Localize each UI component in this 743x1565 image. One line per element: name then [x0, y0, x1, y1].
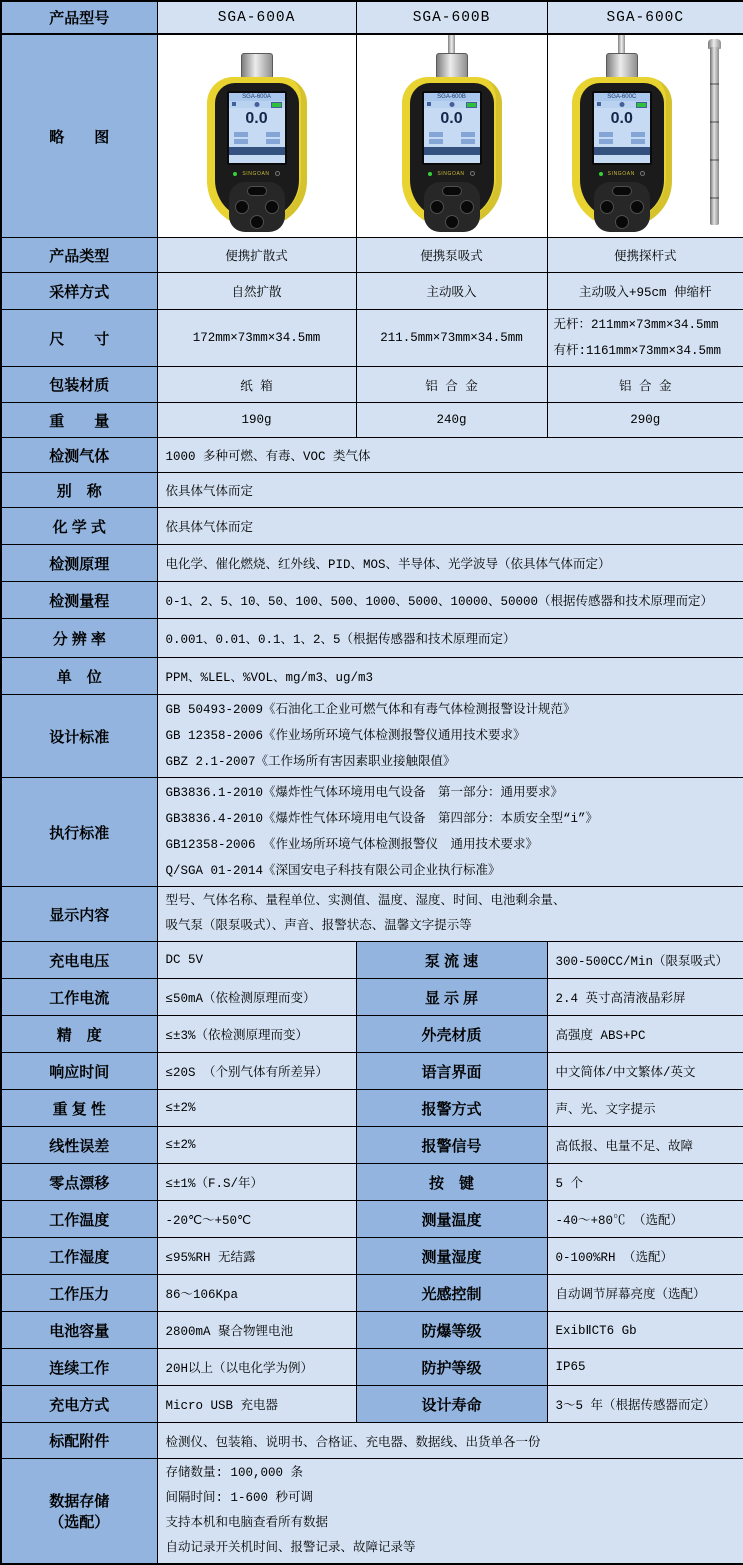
row-label: 显示内容	[1, 887, 157, 942]
storage-line: 间隔时间: 1-600 秒可调	[165, 1491, 314, 1505]
row-label: 报警方式	[356, 1090, 547, 1127]
table-row-pair	[1, 1238, 743, 1275]
cell-value: 铝 合 金	[356, 367, 547, 403]
row-label-sketch: 略 图	[1, 34, 157, 238]
probe	[448, 34, 455, 53]
row-label: 包装材质	[1, 367, 157, 403]
cell-value	[157, 887, 743, 942]
cell-value: ≤20S （个别气体有所差异）	[157, 1053, 356, 1090]
row-label: 精 度	[1, 1016, 157, 1053]
cell-value: 1000 多种可燃、有毒、VOC 类气体	[157, 438, 743, 473]
device-illustration-c	[572, 34, 672, 227]
cell-value: DC 5V	[157, 942, 356, 979]
storage-line: 自动记录开关机时间、报警记录、故障记录等	[165, 1541, 416, 1555]
right-button	[630, 200, 644, 214]
row-label: 尺 寸	[1, 310, 157, 367]
row-label: 连续工作	[1, 1349, 157, 1386]
cell-value: 自动调节屏幕亮度（选配）	[547, 1275, 743, 1312]
row-label: 重 复 性	[1, 1090, 157, 1127]
cell-value: IP65	[547, 1349, 743, 1386]
device-face	[580, 83, 664, 220]
table-row-packaging	[1, 367, 743, 403]
table-row-detection-principle	[1, 545, 743, 582]
keypad	[424, 182, 480, 232]
screen-footer-bar	[424, 147, 480, 155]
cell-value: 2800mA 聚合物锂电池	[157, 1312, 356, 1349]
row-label: 工作电流	[1, 979, 157, 1016]
device-screen	[227, 91, 287, 165]
power-icon	[470, 171, 475, 176]
cell-value: 铝 合 金	[547, 367, 743, 403]
led-indicator	[599, 172, 603, 176]
standard-line: GB12358-2006 《作业场所环境气体检测报警仪 通用技术要求》	[165, 838, 539, 852]
cell-value: 20H以上（以电化学为例）	[157, 1349, 356, 1386]
cell-value: 190g	[157, 403, 356, 438]
brand-label: SINGOAN	[607, 170, 635, 177]
cell-value: 0.001、0.01、0.1、1、2、5（根据传感器和技术原理而定）	[157, 619, 743, 658]
screen-data-line	[599, 132, 645, 137]
standard-line: GB 50493-2009《石油化工企业可燃气体和有毒气体检测报警设计规范》	[165, 703, 576, 717]
cell-value: 自然扩散	[157, 273, 356, 310]
brand-label: SINGOAN	[242, 170, 270, 177]
table-row-executive-standards	[1, 778, 743, 887]
row-label: 报警信号	[356, 1127, 547, 1164]
battery-icon	[271, 102, 282, 108]
product-image-b	[356, 34, 547, 238]
cell-value: 便携泵吸式	[356, 238, 547, 273]
device-illustration-a	[207, 53, 307, 227]
row-label: 按 键	[356, 1164, 547, 1201]
screen-status-icons	[229, 101, 285, 108]
table-row-pair	[1, 979, 743, 1016]
sensor-cap	[241, 53, 273, 79]
screen-data-line	[599, 139, 645, 144]
row-label-line: （选配）	[49, 1514, 110, 1531]
sensor-cap	[606, 53, 638, 79]
row-label: 充电电压	[1, 942, 157, 979]
cell-value: 电化学、催化燃烧、红外线、PID、MOS、半导体、光学波导（依具体气体而定）	[157, 545, 743, 582]
dimension-line: 有杆:1161mm×73mm×34.5mm	[553, 344, 722, 358]
row-label: 语言界面	[356, 1053, 547, 1090]
cell-value: 0-1、2、5、10、50、100、500、1000、5000、10000、50000（根据传感器和技术原理而定）	[157, 582, 743, 619]
cell-value: 290g	[547, 403, 743, 438]
screen-data-line	[429, 132, 475, 137]
row-label: 分 辨 率	[1, 619, 157, 658]
cell-value: 211.5mm×73mm×34.5mm	[356, 310, 547, 367]
model-name-b: SGA-600B	[356, 1, 547, 34]
table-row-pair	[1, 1164, 743, 1201]
screen-status-icons	[424, 101, 480, 108]
standard-line: GBZ 2.1-2007《工作场所有害因素职业接触限值》	[165, 755, 456, 769]
row-label: 电池容量	[1, 1312, 157, 1349]
cell-value	[157, 1459, 743, 1565]
menu-button	[442, 186, 462, 196]
standard-line: Q/SGA 01-2014《深国安电子科技有限公司企业执行标准》	[165, 864, 501, 878]
speaker-icon	[232, 102, 236, 106]
standard-line: GB 12358-2006《作业场所环境气体检测报警仪通用技术要求》	[165, 729, 526, 743]
left-button	[430, 200, 444, 214]
table-row-resolution	[1, 619, 743, 658]
row-label: 工作压力	[1, 1275, 157, 1312]
standard-line: GB3836.1-2010《爆炸性气体环境用电气设备 第一部分：通用要求》	[165, 786, 564, 800]
screen-footer-bar	[594, 147, 650, 155]
table-row-sampling	[1, 273, 743, 310]
speaker-icon	[597, 102, 601, 106]
screen-data-line	[429, 139, 475, 144]
row-label-line: 数据存储	[49, 1493, 110, 1510]
cell-value: 主动吸入	[356, 273, 547, 310]
row-label: 响应时间	[1, 1053, 157, 1090]
row-label: 零点漂移	[1, 1164, 157, 1201]
enter-button	[445, 215, 459, 229]
row-label: 显 示 屏	[356, 979, 547, 1016]
keypad	[594, 182, 650, 232]
cell-value: 240g	[356, 403, 547, 438]
fan-icon	[254, 102, 259, 107]
cell-value: 5 个	[547, 1164, 743, 1201]
left-button	[235, 200, 249, 214]
screen-footer-bar	[229, 147, 285, 155]
cell-value: PPM、%LEL、%VOL、mg/m3、ug/m3	[157, 658, 743, 695]
row-label: 检测量程	[1, 582, 157, 619]
cell-value	[157, 778, 743, 887]
row-label: 线性误差	[1, 1127, 157, 1164]
cell-value: 依具体气体而定	[157, 473, 743, 508]
screen-model-label: SGA-600B	[424, 93, 480, 101]
table-row-units	[1, 658, 743, 695]
cell-value: 依具体气体而定	[157, 508, 743, 545]
cell-value: 300-500CC/Min（限泵吸式）	[547, 942, 743, 979]
cell-value: 2.4 英寸高清液晶彩屏	[547, 979, 743, 1016]
cell-value: 172mm×73mm×34.5mm	[157, 310, 356, 367]
sensor-cap	[436, 53, 468, 79]
row-label-product-model: 产品型号	[1, 1, 157, 34]
storage-line: 存储数量: 100,000 条	[165, 1466, 304, 1480]
brand-label: SINGOAN	[437, 170, 465, 177]
cell-value: ≤95%RH 无结露	[157, 1238, 356, 1275]
dimension-line: 无杆：211mm×73mm×34.5mm	[553, 318, 719, 332]
cell-value: 声、光、文字提示	[547, 1090, 743, 1127]
table-row-pair	[1, 1349, 743, 1386]
device-face	[215, 83, 299, 220]
cell-value: 高强度 ABS+PC	[547, 1016, 743, 1053]
row-label: 别 称	[1, 473, 157, 508]
table-row-data-storage	[1, 1459, 743, 1565]
row-label: 外壳材质	[356, 1016, 547, 1053]
row-label: 检测气体	[1, 438, 157, 473]
speaker-icon	[427, 102, 431, 106]
cell-value: 纸 箱	[157, 367, 356, 403]
cell-value: 高低报、电量不足、故障	[547, 1127, 743, 1164]
device-illustration-b	[402, 34, 502, 227]
table-row-pair	[1, 1312, 743, 1349]
device-screen	[592, 91, 652, 165]
cell-value: 3～5 年（根据传感器而定）	[547, 1386, 743, 1423]
screen-reading: 0.0	[245, 110, 268, 127]
row-label: 设计寿命	[356, 1386, 547, 1423]
row-label: 重 量	[1, 403, 157, 438]
fan-icon	[619, 102, 624, 107]
model-name-c: SGA-600C	[547, 1, 743, 34]
row-label	[1, 1459, 157, 1565]
row-label: 检测原理	[1, 545, 157, 582]
cell-value: 86～106Kpa	[157, 1275, 356, 1312]
cell-value: 便携扩散式	[157, 238, 356, 273]
power-icon	[275, 171, 280, 176]
row-label: 标配附件	[1, 1423, 157, 1459]
cell-value: ≤±1%（F.S/年）	[157, 1164, 356, 1201]
battery-icon	[466, 102, 477, 108]
screen-status-icons	[594, 101, 650, 108]
row-label: 泵 流 速	[356, 942, 547, 979]
enter-button	[615, 215, 629, 229]
cell-value	[157, 695, 743, 778]
fan-icon	[449, 102, 454, 107]
led-indicator	[428, 172, 432, 176]
row-label: 测量温度	[356, 1201, 547, 1238]
table-row-gases	[1, 438, 743, 473]
cell-value: 主动吸入+95cm 伸缩杆	[547, 273, 743, 310]
table-row-display-content	[1, 887, 743, 942]
row-label: 化 学 式	[1, 508, 157, 545]
table-row-pair	[1, 1090, 743, 1127]
row-label: 产品类型	[1, 238, 157, 273]
table-row-alias	[1, 473, 743, 508]
standard-line: GB3836.4-2010《爆炸性气体环境用电气设备 第四部分：本质安全型“i”》	[165, 812, 599, 826]
product-image-a	[157, 34, 356, 238]
table-row-pair	[1, 1386, 743, 1423]
cell-value: 0-100%RH （选配）	[547, 1238, 743, 1275]
screen-reading: 0.0	[610, 110, 633, 127]
cell-value: Micro USB 充电器	[157, 1386, 356, 1423]
table-row-detection-range	[1, 582, 743, 619]
screen-data-line	[234, 139, 280, 144]
row-label: 测量湿度	[356, 1238, 547, 1275]
row-label: 单 位	[1, 658, 157, 695]
cell-value: ≤±3%（依检测原理而变）	[157, 1016, 356, 1053]
right-button	[265, 200, 279, 214]
content-line: 型号、气体名称、量程单位、实测值、温度、湿度、时间、电池剩余量、	[165, 894, 566, 908]
cell-value: ExibⅡCT6 Gb	[547, 1312, 743, 1349]
menu-button	[247, 186, 267, 196]
row-label: 采样方式	[1, 273, 157, 310]
telescopic-rod	[710, 47, 719, 225]
screen-data-line	[234, 132, 280, 137]
table-row-chemical-formula	[1, 508, 743, 545]
table-row-dimensions	[1, 310, 743, 367]
cell-value: 便携探杆式	[547, 238, 743, 273]
table-row-sketch	[1, 34, 743, 238]
screen-model-label: SGA-600C	[594, 93, 650, 101]
row-label: 工作温度	[1, 1201, 157, 1238]
table-row-accessories	[1, 1423, 743, 1459]
cell-value: ≤±2%	[157, 1090, 356, 1127]
cell-value: -20℃～+50℃	[157, 1201, 356, 1238]
table-row-weight	[1, 403, 743, 438]
menu-button	[612, 186, 632, 196]
row-label: 执行标准	[1, 778, 157, 887]
device-screen	[422, 91, 482, 165]
enter-button	[250, 215, 264, 229]
content-line: 吸气泵（限泵吸式）、声音、报警状态、温馨文字提示等	[165, 919, 472, 933]
row-label: 工作湿度	[1, 1238, 157, 1275]
keypad	[229, 182, 285, 232]
table-row-product-type	[1, 238, 743, 273]
table-row-pair	[1, 1201, 743, 1238]
table-row-pair	[1, 942, 743, 979]
row-label: 光感控制	[356, 1275, 547, 1312]
cell-value: ≤±2%	[157, 1127, 356, 1164]
row-label: 防爆等级	[356, 1312, 547, 1349]
right-button	[460, 200, 474, 214]
row-label: 充电方式	[1, 1386, 157, 1423]
led-indicator	[233, 172, 237, 176]
device-boot	[572, 77, 672, 227]
cell-value: -40～+80℃ （选配）	[547, 1201, 743, 1238]
table-row-pair	[1, 1275, 743, 1312]
table-row-design-standards	[1, 695, 743, 778]
probe	[618, 34, 625, 53]
cell-value	[547, 310, 743, 367]
left-button	[600, 200, 614, 214]
cell-value: 中文简体/中文繁体/英文	[547, 1053, 743, 1090]
screen-model-label: SGA-600A	[229, 93, 285, 101]
power-icon	[640, 171, 645, 176]
table-row-pair	[1, 1016, 743, 1053]
battery-icon	[636, 102, 647, 108]
screen-reading: 0.0	[440, 110, 463, 127]
row-label: 设计标准	[1, 695, 157, 778]
cell-value: 检测仪、包装箱、说明书、合格证、充电器、数据线、出货单各一份	[157, 1423, 743, 1459]
device-boot	[207, 77, 307, 227]
table-row-model-header	[1, 1, 743, 34]
storage-line: 支持本机和电脑查看所有数据	[165, 1516, 329, 1530]
table-row-pair	[1, 1053, 743, 1090]
row-label: 防护等级	[356, 1349, 547, 1386]
cell-value: ≤50mA（依检测原理而变）	[157, 979, 356, 1016]
device-boot	[402, 77, 502, 227]
device-face	[410, 83, 494, 220]
model-name-a: SGA-600A	[157, 1, 356, 34]
table-row-pair	[1, 1127, 743, 1164]
product-image-c	[547, 34, 743, 238]
